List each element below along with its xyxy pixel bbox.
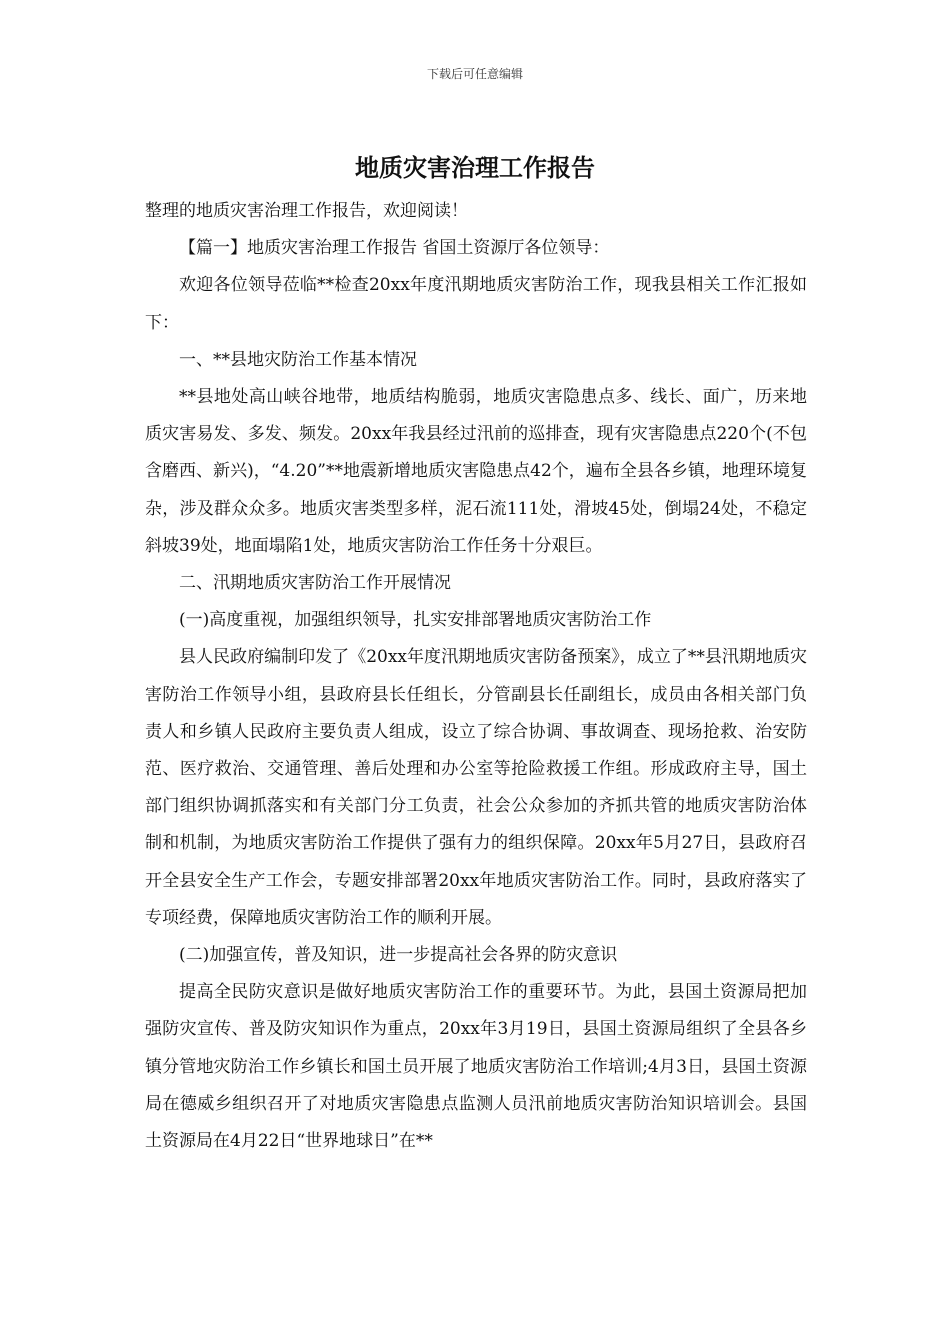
paragraph: (一)高度重视，加强组织领导，扎实安排部署地质灾害防治工作 <box>179 610 652 631</box>
paragraph: 提高全民防灾意识是做好地质灾害防治工作的重要环节。为此，县国土资源局把加强防灾宣传、普及防灾知识作为重点，20xx年3月19日，县国土资源局组织了全县各乡镇分管地灾防治工作乡镇长和国土员开展了地质灾害防治工作培训;4月3日，县国土资源局在德威乡组织召开了对地质灾害隐患点监测人员汛前地质灾害防治知识培训会。县国土资源局在4月22日“世界地球日”在** <box>145 982 807 1152</box>
paragraph: (二)加强宣传，普及知识，进一步提高社会各界的防灾意识 <box>179 945 618 966</box>
paragraph: 二、汛期地质灾害防治工作开展情况 <box>179 573 451 594</box>
paragraph: 欢迎各位领导莅临**检查20xx年度汛期地质灾害防治工作，现我县相关工作汇报如下： <box>145 275 807 333</box>
page-header-note: 下载后可任意编辑 <box>426 67 523 81</box>
document-body <box>145 193 807 1160</box>
paragraph: 一、**县地灾防治工作基本情况 <box>179 349 417 370</box>
paragraph: 整理的地质灾害治理工作报告，欢迎阅读！ <box>145 201 468 221</box>
paragraph: 县人民政府编制印发了《20xx年度汛期地质灾害防备预案》，成立了**县汛期地质灾害防治工作领导小组，县政府县长任组长，分管副县长任副组长，成员由各相关部门负责人和乡镇人民政府主要负责人组成，设立了综合协调、事故调查、现场抢救、治安防范、医疗救治、交通管理、善后处理和办公室等抢险救援工作组。形成政府主导，国土部门组织协调抓落实和有关部门分工负责，社会公众参加的齐抓共管的地质灾害防治体制和机制，为地质灾害防治工作提供了强有力的组织保障。20xx年5月27日，县政府召开全县安全生产工作会，专题安排部署20xx年地质灾害防治工作。同时，县政府落实了专项经费，保障地质灾害防治工作的顺利开展。 <box>145 647 807 928</box>
document-title: 地质灾害治理工作报告 <box>355 153 595 182</box>
paragraph: 【篇一】地质灾害治理工作报告 省国土资源厅各位领导： <box>179 238 610 259</box>
paragraph: **县地处高山峡谷地带，地质结构脆弱，地质灾害隐患点多、线长、面广，历来地质灾害易发、多发、频发。20xx年我县经过汛前的巡排查，现有灾害隐患点220个(不包含磨西、新兴)，“4.20”**地震新增地质灾害隐患点42个，遍布全县各乡镇，地理环境复杂，涉及群众众多。地质灾害类型多样，泥石流111处，滑坡45处，倒塌24处，不稳定斜坡39处，地面塌陷1处，地质灾害防治工作任务十分艰巨。 <box>145 387 807 556</box>
